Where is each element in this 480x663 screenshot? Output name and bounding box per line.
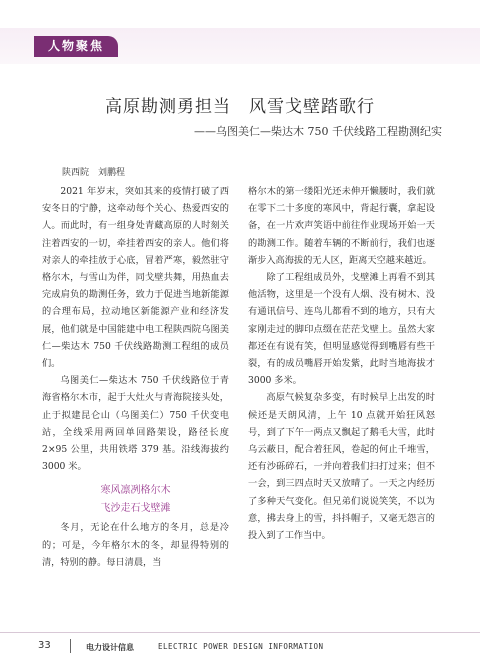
article-subtitle: ——乌图美仁—柴达木 750 千伏线路工程勘测纪实 [194,125,442,138]
magazine-name-cn: 电力设计信息 [86,642,134,652]
byline: 陕西院 刘鹏程 [62,168,126,178]
paragraph: 2021 年岁末，突如其来的疫情打破了西安冬日的宁静，这牵动每个关心、热爱西安的人。而此时，有一组身处青藏高原的人时刻关注着西安的一切，牵挂着西安的亲人。他们将对亲人的牵挂放于心底，冒着严寒，毅然驻守格尔木，与雪山为伴，同戈壁共舞，用热血去完成肩负的勘测任务，致力于促进当地新能源的合理布局，拉动地区新能源产业和经济发展，他们就是中国能建中电工程陕西院乌图美仁—柴达木 750 千伏线路勘测工程组的成员们。 [42,186,229,370]
magazine-name-en: ELECTRIC POWER DESIGN INFORMATION [158,642,324,651]
paragraph: 乌图美仁—柴达木 750 千伏线路位于青海省格尔木市，起于大灶火与青海院接头处，止于拟建昆仑山（乌图美仁）750 千伏变电站，全线采用两回单回路架设，路径长度 2×95 公里，共用铁塔 379 基。沿线海拔约 3000 米。 [42,375,229,473]
page-number: 33 [38,640,51,651]
footer-divider [0,632,480,633]
paragraph: 格尔木的第一缕阳光还未伸开懒腰时，我们就在零下二十多度的寒风中，背起行囊，拿起设备，在一片欢声笑语中前往作业现场开始一天的勘测工作。随着车辆的不断前行，我们也逐渐步入高海拔的无人区，距离天空越来越近。 [248,186,435,266]
left-column [42,183,229,571]
section-tab: 人物聚焦 [34,36,118,57]
subheading: 寒风凛冽格尔木 [100,485,171,497]
subheading: 飞沙走石戈壁滩 [100,503,171,515]
article-title: 高原勘测勇担当 风雪戈壁踏歌行 [105,97,375,117]
paragraph: 冬月，无论在什么地方的冬月，总是冷的；可是，今年格尔木的冬，却显得特别的清，特别的静。每日清晨，当 [42,522,229,568]
paragraph: 高原气候复杂多变，有时候早上出发的时候还是天朗风清，上午 10 点就开始狂风怒号，到了下午一两点又飘起了鹅毛大雪，此时乌云蔽日，配合着狂风，卷起的何止千堆雪，还有沙砾碎石，一并向着我们扫打过来；但不一会，到三四点时天又放晴了。一天之内经历了多种天气变化。但兄弟们说说笑笑，不以为意，拂去身上的雪，抖抖帽子，又毫无怨言的投入到了工作当中。 [248,392,435,542]
right-column [248,183,435,544]
footer-separator [70,639,71,653]
paragraph: 除了工程组成员外，戈壁滩上再看不到其他活物，这里是一个没有人烟、没有树木、没有通讯信号、连鸟儿都看不到的地方，只有大家刚走过的脚印点缀在茫茫戈壁上。虽然大家都还在有说有笑，但明显感觉得到嘴唇有些干裂，有的成员嘴唇开始发紫，此时当地海拔才 3000 多米。 [248,272,435,387]
